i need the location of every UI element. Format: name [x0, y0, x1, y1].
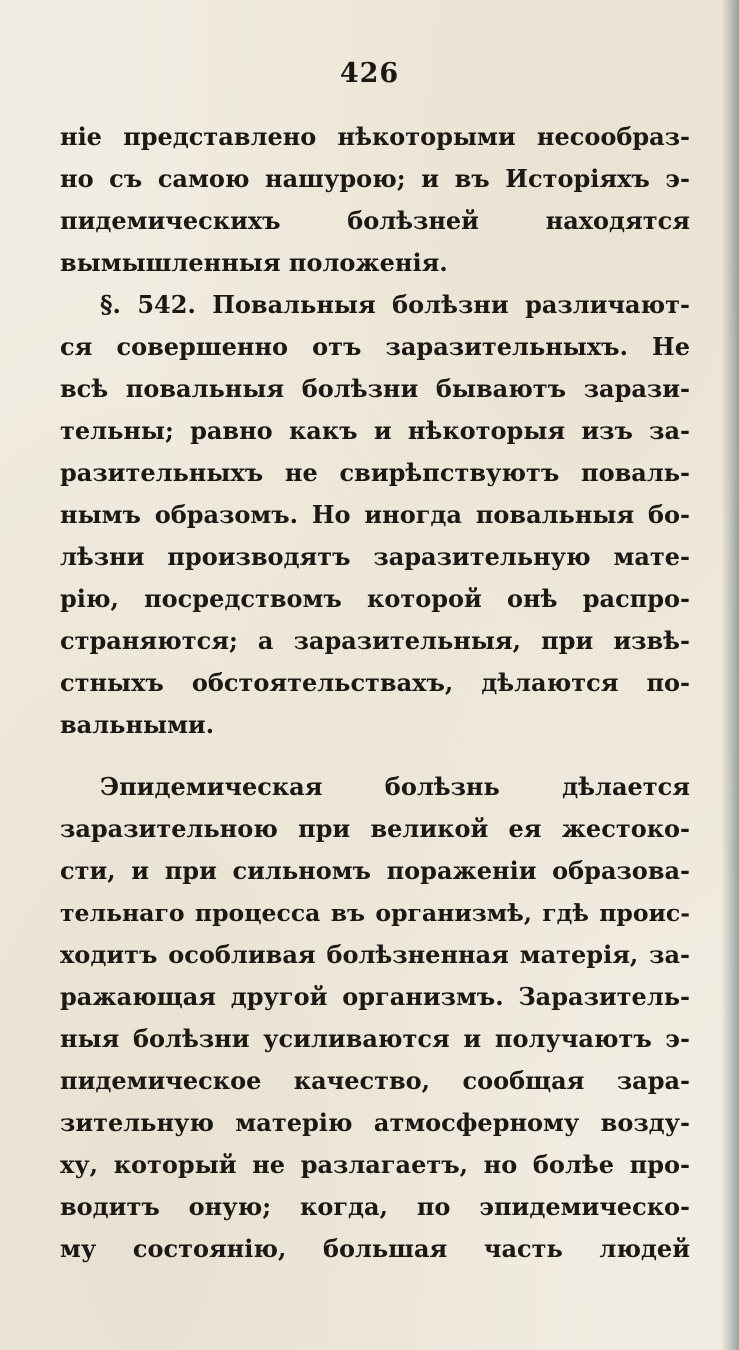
text-line: заразительною при великой ея жестоко-: [60, 814, 690, 843]
text-line: разительныхъ не свирѣпствуютъ поваль-: [60, 458, 690, 487]
text-line: стныхъ обстоятельствахъ, дѣлаются по-: [60, 668, 690, 697]
text-line: ніе представлено нѣкоторыми несообраз-: [60, 122, 690, 151]
text-line: ныя болѣзни усиливаются и получаютъ э-: [60, 1024, 690, 1053]
text-line: ражающая другой организмъ. Заразитель-: [60, 982, 690, 1011]
text-line: вальными.: [60, 710, 215, 739]
section-heading-line: §. 542. Повальныя болѣзни различают-: [100, 290, 690, 319]
page-number: 426: [339, 58, 400, 89]
text-line: сти, и при сильномъ пораженіи образова-: [60, 856, 690, 885]
text-line: пидемическихъ болѣзней находятся: [60, 206, 690, 235]
text-line: страняются; а заразительныя, при извѣ-: [60, 626, 690, 655]
page-edge-shadow: [721, 0, 739, 1350]
text-line: пидемическое качество, сообщая зара-: [60, 1066, 690, 1095]
text-line: рію, посредствомъ которой онѣ распро-: [60, 584, 690, 613]
text-line: тельны; равно какъ и нѣкоторыя изъ за-: [60, 416, 690, 445]
text-line: ходитъ особливая болѣзненная матерія, за-: [60, 940, 690, 969]
text-line: нымъ образомъ. Но иногда повальныя бо-: [60, 500, 690, 529]
text-line: ху, который не разлагаетъ, но болѣе про-: [60, 1150, 690, 1179]
text-line: тельнаго процесса въ организмѣ, гдѣ проис-: [60, 899, 690, 927]
text-line: ся совершенно отъ заразительныхъ. Не: [60, 332, 690, 361]
text-line: всѣ повальныя болѣзни бываютъ зарази-: [60, 374, 690, 403]
text-line: лѣзни производятъ заразительную мате-: [60, 542, 690, 571]
text-line: вымышленныя положенія.: [60, 248, 448, 277]
text-line: но съ самою нашурою; и въ Исторіяхъ э-: [60, 164, 690, 193]
paragraph-gap: [60, 746, 690, 766]
text-line: му состоянію, большая часть людей: [60, 1234, 690, 1263]
body-text: [60, 116, 690, 1270]
text-line: Эпидемическая болѣзнь дѣлается: [100, 772, 690, 801]
text-line: водитъ оную; когда, по эпидемическо-: [60, 1192, 690, 1221]
text-line: зительную матерію атмосферному возду-: [60, 1108, 690, 1137]
